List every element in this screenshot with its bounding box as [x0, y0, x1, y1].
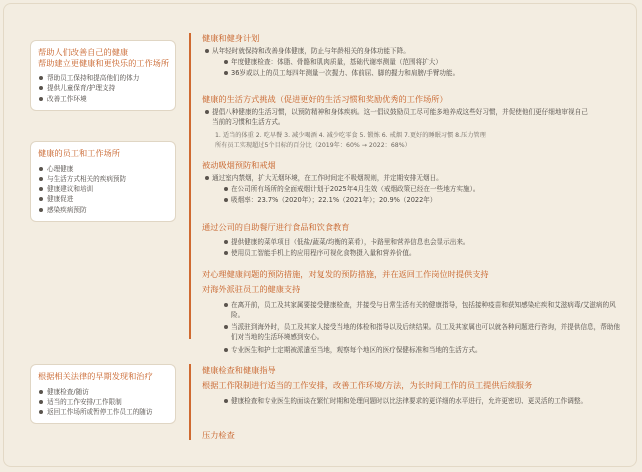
- section-title: 通过公司的自助餐厅进行食品和饮食教育: [202, 222, 350, 232]
- card-title: 健康的员工和工作场所: [38, 148, 120, 158]
- card-healthy-workplace: [30, 141, 176, 222]
- section-divider-line: [189, 33, 191, 339]
- list-item: 感染疾病预防: [38, 205, 169, 215]
- bullet-item: 提倡八种健康的生活习惯，以预防精神和身体疾病。这一倡议鼓励员工尽可能多地养成这些好习惯，并促使他们更仔细地审视自己当前的习惯和生活方式。: [205, 107, 592, 127]
- section-title: 对海外派驻员工的健康支持: [202, 284, 301, 294]
- card-early-detection: [30, 364, 176, 424]
- list-item: 健康检查/随访: [38, 387, 169, 397]
- section-title: 健康和健身计划: [202, 33, 260, 43]
- list-item: 与生活方式相关的疾病预防: [38, 174, 169, 184]
- sub-bullet-item: 36岁或以上的员工每四年测量一次握力、体前屈、脚的握力和肩膀/手臂功能。: [224, 68, 621, 78]
- sub-bullet-item: 使用员工智能手机上的应用程序可视化食物摄入量和营养价值。: [224, 248, 621, 258]
- sub-bullet-item: 在公司所有场所的全面戒烟计划于2025年4月生效（戒烟政策已经在一些地方实施）。: [224, 184, 621, 194]
- habit-list: 1. 适当的体重 2. 吃早餐 3. 减少喝酒 4. 减少吃零食 5. 锻炼 6. 戒烟 7.更好的睡眠习惯 8.压力管理: [215, 132, 486, 139]
- card-title: 帮助人们改善自己的健康 帮助建立更健康和更快乐的工作场所: [38, 47, 170, 68]
- section-title: 被动吸烟预防和戒烟: [202, 160, 276, 170]
- list-item: 帮助员工保持和提高他们的体力: [38, 73, 169, 83]
- sub-bullet-item: 年度健康检查：体脂、骨骼和肌肉质量，基础代谢率测量（范围将扩大）: [224, 57, 621, 67]
- list-item: 健康促进: [38, 194, 169, 204]
- section-title: 根据工作限制进行适当的工作安排，改善工作环境/方法，为长时间工作的员工提供后续服务: [202, 380, 533, 390]
- list-item: 提供儿童保育/护理支持: [38, 83, 169, 93]
- sub-bullet-item: 在离开前，员工及其家属要接受健康检查，并接受与日常生活有关的健康指导，包括接种疫苗和获知感染疟疾和艾滋病毒/艾滋病的风险。: [224, 300, 621, 320]
- card-title: 根据相关法律的早期发现和治疗: [38, 371, 153, 381]
- sub-bullet-item: 专业医生和护士定期被派遣至当地，观察每个地区的医疗保健标准和当地的生活方式。: [224, 345, 621, 355]
- bullet-item: 从年轻时就保持和改善身体健康，防止与年龄相关的身体功能下降。: [205, 46, 622, 56]
- sub-bullet-item: 提供健康的菜单项目（低盐/蔬菜/均衡的菜肴），卡路里和营养信息也会显示出来。: [224, 237, 621, 247]
- section-title: 健康的生活方式挑战（促进更好的生活习惯和奖励优秀的工作场所）: [202, 94, 448, 104]
- section-divider-line: [189, 364, 191, 440]
- sub-bullet-item: 吸烟率：23.7%（2020年）；22.1%（2021年）；20.9%（2022年）: [224, 195, 621, 205]
- section-title: 压力检查: [202, 430, 235, 440]
- list-item: 返回工作场所或暂停工作员工的随访: [38, 407, 169, 417]
- list-item: 健康建议和培训: [38, 184, 169, 194]
- card-health-improvement: [30, 40, 176, 111]
- list-item: 改善工作环境: [38, 94, 169, 104]
- list-item: 适当的工作安排/工作限制: [38, 397, 169, 407]
- section-title: 健康检查和健康指导: [202, 365, 276, 375]
- section-title: 对心理健康问题的预防措施，对复发的预防措施，并在返回工作岗位时提供支持: [202, 269, 489, 279]
- list-item: 心理健康: [38, 164, 169, 174]
- habit-achievement: 所有员工实现超过5个目标的百分比（2019年：60% → 2022：68%）: [215, 142, 411, 149]
- sub-bullet-item: 健康检查和专业医生的面谈在繁忙时期和处理问题时以比法律要求的更详细的水平进行，允许更密切、更灵活的工作调整。: [224, 396, 621, 406]
- bullet-item: 通过室内禁烟，扩大无烟环境，在工作时间定不吸烟规则，并定期安排无烟日。: [205, 173, 622, 183]
- sub-bullet-item: 当派驻到海外时，员工及其家人接受当地的体检和指导以及后续结果。员工及其家属也可以就各种问题进行咨询，并提供信息，帮助他们对当地的生活环境感到安心。: [224, 322, 621, 342]
